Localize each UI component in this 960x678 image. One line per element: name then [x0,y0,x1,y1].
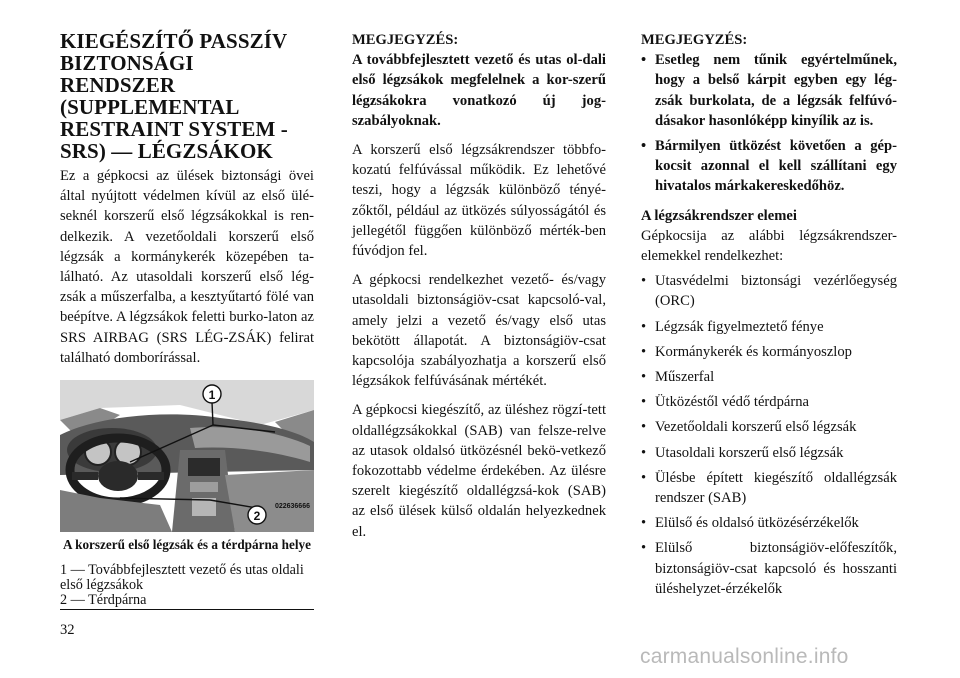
bullet-icon: • [641,343,647,360]
list-item: • Kormánykerék és kormányoszlop [641,342,897,362]
heading-line: KIEGÉSZÍTŐ PASSZÍV [60,29,288,53]
heading-line: RESTRAINT SYSTEM - [60,117,288,141]
note-bullet-list [641,50,897,196]
bullet-icon: • [641,138,647,155]
list-item: • Légzsák figyelmeztető fénye [641,317,897,337]
bullet-icon: • [641,515,647,532]
bullet-icon: • [641,540,647,557]
note-title: MEGJEGYZÉS: [352,32,459,48]
bullet-icon: • [641,369,647,386]
bullet-icon: • [641,444,647,461]
figure-legend [60,563,314,610]
list-item: • Elülső biztonságiöv-előfeszítők, biztonságiöv-csat kapcsoló és hosszanti üléshelyzet-érzékelők [641,540,897,597]
list-item: • Ütközéstől védő térdpárna [641,392,897,412]
dashboard-figure [60,380,314,532]
list-item: • Utasoldali korszerű első légzsák [641,443,897,463]
intro-paragraph: Ez a gépkocsi az ülések biztonsági övei által nyújtott védelmen kívül az első ülé-seknél korszerű első légzsákokkal is ren-delkezik. A vezetőoldali korszerű első légzsák a kormánykerék közepében ta-lálható. Az utasoldali korszerű első lég-zsák a műszerfalba, a kesztyűtartó fölé van beépítve. A légzsákok feletti burko-laton az SRS AIRBAG (SRS LÉG-ZSÁK) felirat található domborírással. [60,168,314,366]
list-item: • Műszerfal [641,367,897,387]
note-bullet: • Esetleg nem tűnik egyértelműnek, hogy a belső kárpit egyben egy lég-zsák burkolata, de a légzsák felfúvó-dásakor hasonlóképp kinyílik az is. [641,52,897,129]
legend-item: 2 — Térdpárna [60,592,147,609]
list-item: • Utasvédelmi biztonsági vezérlőegység (ORC) [641,273,897,310]
callout-1-label: 1 [208,388,216,403]
bullet-icon: • [641,318,647,335]
heading-line: (SUPPLEMENTAL [60,95,240,119]
bullet-icon: • [641,419,647,436]
list-item: • Elülső és oldalsó ütközésérzékelők [641,513,897,533]
section-heading [60,30,314,162]
section-title: A légzsákrendszer elemei [641,207,797,224]
figure-caption: A korszerű első légzsák és a térdpárna helye [63,537,311,553]
watermark: carmanualsonline.info [640,645,849,668]
component-list [641,271,897,599]
bullet-icon: • [641,52,647,69]
bullet-icon: • [641,273,647,290]
note-title: MEGJEGYZÉS: [641,32,748,48]
list-item: • Vezetőoldali korszerű első légzsák [641,417,897,437]
note-bullet: • Bármilyen ütközést követően a gép-kocsit azonnal el kell szállítani egy hivatalos márkakereskedőhöz. [641,138,897,195]
heading-line: SRS) — LÉGZSÁKOK [60,139,273,163]
callout-2-label: 2 [253,509,261,524]
legend-item: 1 — Továbbfejlesztett vezető és utas oldali első légzsákok [60,562,304,594]
paragraph: A gépkocsi rendelkezhet vezető- és/vagy utasoldali biztonságiöv-csat kapcsoló-val, amely jelzi a vezető és/vagy első utas bekötött állapotát. A biztonságiöv-csat kapcsolója szabályozhatja a korszerű első légzsákok felfúvásának mértékét. [352,272,606,390]
bullet-icon: • [641,394,647,411]
image-code: 022636666 [274,503,310,511]
left-column [60,30,314,610]
right-column [641,30,897,599]
paragraph: A gépkocsi kiegészítő, az üléshez rögzí-tett oldallégzsákokkal (SAB) van felsze-relve az utasok oldalsó ütközésnél bekö-vetkező fokozottabb védelme érdekében. Az ülésre szerelt kiegészítő oldallégzsá-kok (SAB) az első ülések külső oldalán helyezkednek el. [352,402,606,540]
note-text: A továbbfejlesztett vezető és utas ol-dali első légzsákok megfelelnek a kor-szerű légzsákokra vonatkozó új jog-szabályoknak. [352,52,606,129]
list-item: • Ülésbe épített kiegészítő oldallégzsák rendszer (SAB) [641,469,897,507]
section-intro: Gépkocsija az alábbi légzsákrendszer-elemekkel rendelkezhet: [641,227,897,265]
dashboard-illustration [60,380,314,532]
paragraph: A korszerű első légzsákrendszer többfo-kozatú felfúvással működik. Ez lehetővé teszi, hogy a légzsák különböző tényé-zőktől, például az ütközés súlyosságától és jellegétől függően különböző mérték-ben fúvódjon fel. [352,142,606,260]
page-number: 32 [60,622,75,638]
bullet-icon: • [641,469,647,486]
middle-column [352,30,606,542]
heading-line: BIZTONSÁGI RENDSZER [60,51,194,97]
